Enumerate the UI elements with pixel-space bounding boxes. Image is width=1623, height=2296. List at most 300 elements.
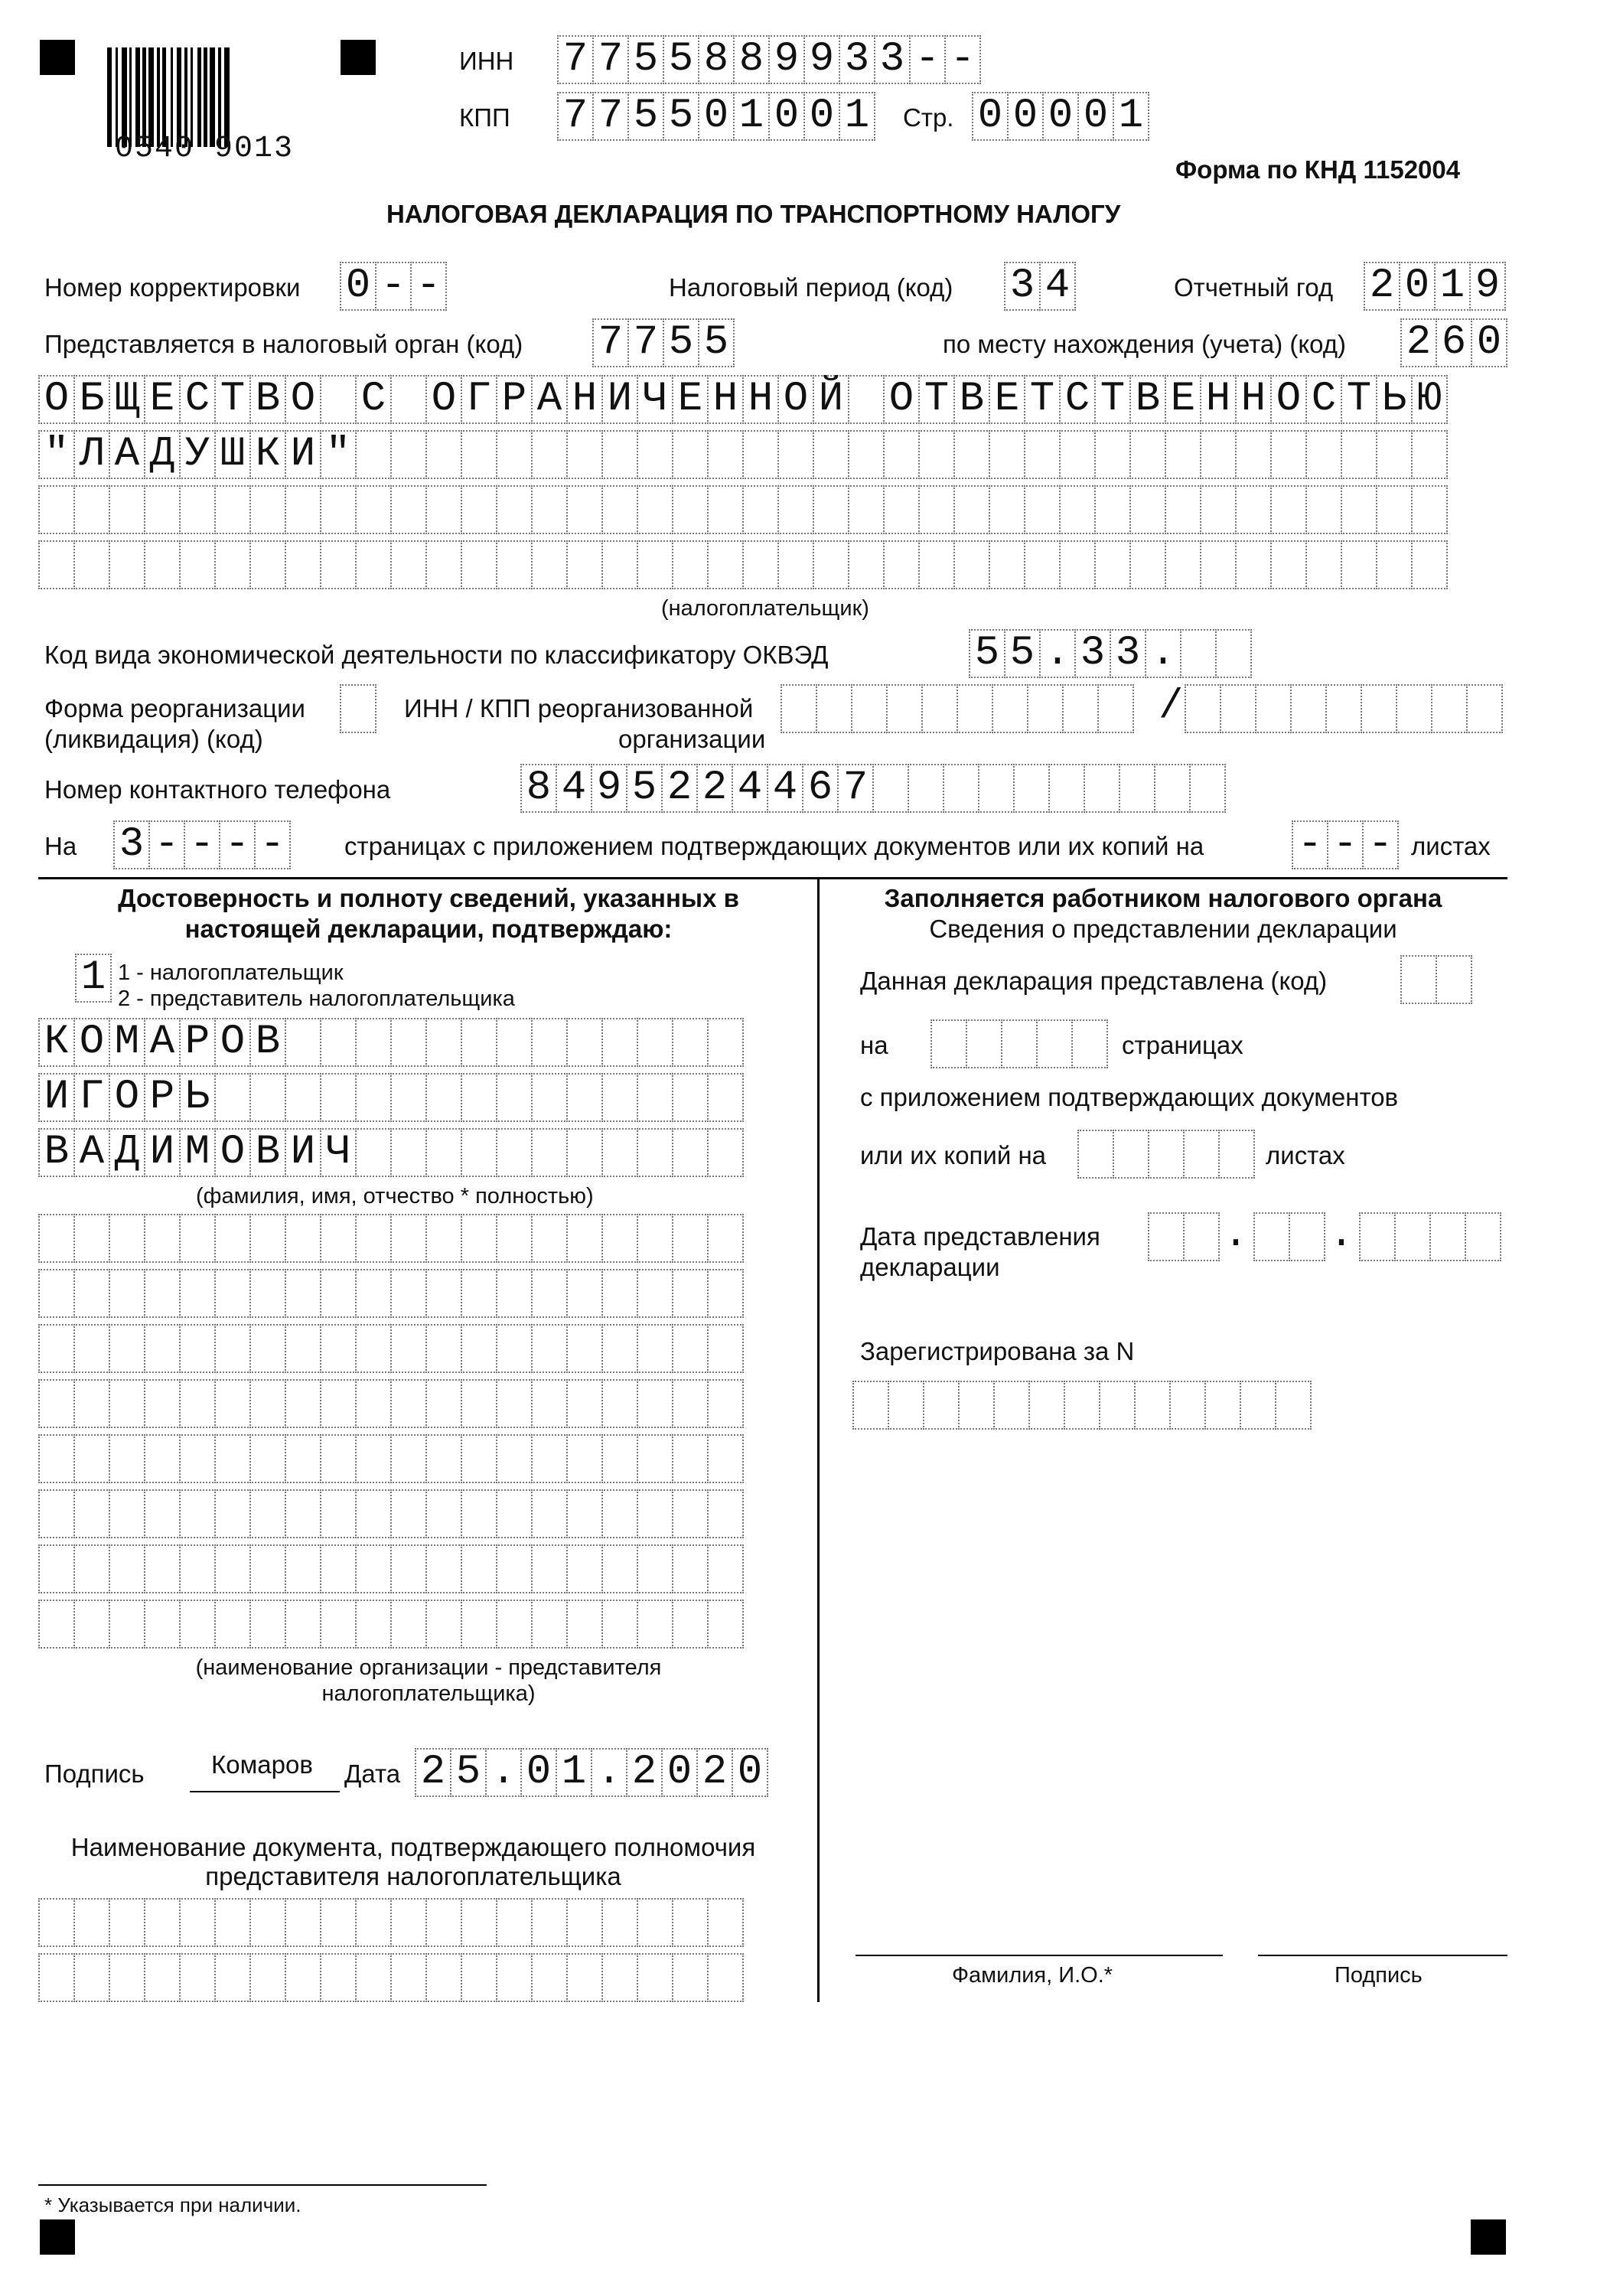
char-cell[interactable] bbox=[461, 1600, 497, 1649]
char-cell[interactable]: И bbox=[285, 430, 321, 479]
char-cell[interactable] bbox=[923, 1381, 960, 1430]
org-name-row-6[interactable] bbox=[38, 1489, 742, 1538]
char-cell[interactable] bbox=[1341, 485, 1377, 534]
char-cell[interactable] bbox=[390, 1073, 427, 1122]
char-cell[interactable] bbox=[958, 1381, 995, 1430]
char-cell[interactable]: - bbox=[1327, 820, 1364, 869]
char-cell[interactable] bbox=[1290, 684, 1327, 733]
char-cell[interactable] bbox=[425, 1434, 462, 1483]
char-cell[interactable]: . bbox=[1145, 629, 1181, 678]
org-name-row-5[interactable] bbox=[38, 1434, 742, 1483]
char-cell[interactable] bbox=[992, 684, 1028, 733]
char-cell[interactable] bbox=[38, 485, 75, 534]
char-cell[interactable] bbox=[1165, 485, 1201, 534]
char-cell[interactable] bbox=[461, 1214, 497, 1263]
char-cell[interactable] bbox=[1134, 1381, 1171, 1430]
char-cell[interactable]: В bbox=[1129, 375, 1166, 424]
char-cell[interactable]: " bbox=[38, 430, 75, 479]
submission-date-cells[interactable]: . . bbox=[1148, 1212, 1500, 1261]
char-cell[interactable] bbox=[214, 1489, 251, 1538]
org-name-row-1[interactable] bbox=[38, 1214, 742, 1263]
char-cell[interactable] bbox=[1077, 1130, 1114, 1179]
char-cell[interactable] bbox=[425, 1544, 462, 1593]
char-cell[interactable] bbox=[355, 1953, 392, 2002]
char-cell[interactable] bbox=[672, 1379, 709, 1428]
char-cell[interactable] bbox=[461, 1953, 497, 2002]
char-cell[interactable] bbox=[496, 1269, 533, 1318]
char-cell[interactable]: В bbox=[953, 375, 990, 424]
char-cell[interactable] bbox=[461, 1898, 497, 1947]
char-cell[interactable]: К bbox=[249, 430, 286, 479]
char-cell[interactable] bbox=[1270, 485, 1307, 534]
char-cell[interactable]: Е bbox=[1165, 375, 1201, 424]
char-cell[interactable] bbox=[390, 1128, 427, 1177]
char-cell[interactable] bbox=[144, 1953, 181, 2002]
char-cell[interactable] bbox=[1376, 540, 1413, 589]
char-cell[interactable] bbox=[1431, 684, 1468, 733]
char-cell[interactable] bbox=[531, 1073, 568, 1122]
char-cell[interactable] bbox=[109, 1324, 145, 1373]
char-cell[interactable] bbox=[1376, 430, 1413, 479]
char-cell[interactable] bbox=[320, 1953, 357, 2002]
char-cell[interactable] bbox=[249, 1489, 286, 1538]
char-cell[interactable] bbox=[566, 1128, 603, 1177]
char-cell[interactable] bbox=[777, 485, 814, 534]
signer-patronymic-row[interactable] bbox=[38, 1128, 742, 1177]
char-cell[interactable]: И bbox=[285, 1128, 321, 1177]
char-cell[interactable]: - bbox=[909, 35, 946, 84]
char-cell[interactable] bbox=[179, 1324, 216, 1373]
char-cell[interactable] bbox=[320, 485, 357, 534]
char-cell[interactable] bbox=[566, 1953, 603, 2002]
char-cell[interactable] bbox=[601, 1600, 638, 1649]
char-cell[interactable] bbox=[601, 485, 638, 534]
char-cell[interactable] bbox=[601, 1128, 638, 1177]
org-name-row-2[interactable] bbox=[38, 1269, 742, 1318]
char-cell[interactable]: У bbox=[179, 430, 216, 479]
char-cell[interactable] bbox=[1305, 430, 1342, 479]
char-cell[interactable] bbox=[1325, 684, 1362, 733]
char-cell[interactable]: 6 bbox=[802, 764, 839, 813]
char-cell[interactable] bbox=[355, 1379, 392, 1428]
char-cell[interactable] bbox=[566, 1214, 603, 1263]
char-cell[interactable] bbox=[249, 1544, 286, 1593]
char-cell[interactable] bbox=[953, 430, 990, 479]
char-cell[interactable] bbox=[144, 1489, 181, 1538]
char-cell[interactable] bbox=[179, 485, 216, 534]
char-cell[interactable] bbox=[777, 430, 814, 479]
char-cell[interactable] bbox=[285, 1324, 321, 1373]
char-cell[interactable] bbox=[872, 764, 909, 813]
correction-cells[interactable] bbox=[340, 262, 445, 311]
char-cell[interactable] bbox=[73, 540, 110, 589]
char-cell[interactable] bbox=[637, 1898, 673, 1947]
char-cell[interactable] bbox=[320, 1269, 357, 1318]
char-cell[interactable] bbox=[637, 1379, 673, 1428]
char-cell[interactable] bbox=[1305, 540, 1342, 589]
char-cell[interactable]: 9 bbox=[803, 35, 840, 84]
char-cell[interactable] bbox=[930, 1019, 967, 1068]
char-cell[interactable] bbox=[320, 1018, 357, 1067]
char-cell[interactable]: 7 bbox=[592, 318, 629, 367]
char-cell[interactable]: 2 bbox=[661, 764, 698, 813]
char-cell[interactable] bbox=[918, 485, 955, 534]
char-cell[interactable]: 0 bbox=[1399, 262, 1436, 311]
char-cell[interactable]: 0 bbox=[661, 1748, 698, 1797]
char-cell[interactable]: Г bbox=[73, 1073, 110, 1122]
char-cell[interactable] bbox=[886, 684, 923, 733]
char-cell[interactable] bbox=[425, 1018, 462, 1067]
char-cell[interactable] bbox=[1094, 540, 1131, 589]
location-cells[interactable] bbox=[1400, 318, 1506, 367]
char-cell[interactable]: 0 bbox=[732, 1748, 768, 1797]
char-cell[interactable] bbox=[1180, 629, 1217, 678]
char-cell[interactable] bbox=[531, 1544, 568, 1593]
char-cell[interactable]: 9 bbox=[591, 764, 627, 813]
char-cell[interactable] bbox=[637, 1269, 673, 1318]
char-cell[interactable] bbox=[637, 1018, 673, 1067]
char-cell[interactable] bbox=[109, 1489, 145, 1538]
char-cell[interactable] bbox=[566, 1379, 603, 1428]
char-cell[interactable] bbox=[1113, 1130, 1149, 1179]
char-cell[interactable] bbox=[320, 1434, 357, 1483]
char-cell[interactable] bbox=[496, 1018, 533, 1067]
sign-date-cells[interactable] bbox=[415, 1748, 767, 1797]
char-cell[interactable] bbox=[777, 540, 814, 589]
char-cell[interactable]: К bbox=[38, 1018, 75, 1067]
char-cell[interactable]: 5 bbox=[969, 629, 1005, 678]
year-cells[interactable] bbox=[1364, 262, 1504, 311]
char-cell[interactable] bbox=[285, 1600, 321, 1649]
char-cell[interactable]: В bbox=[249, 1128, 286, 1177]
char-cell[interactable] bbox=[1218, 1130, 1255, 1179]
char-cell[interactable] bbox=[73, 1324, 110, 1373]
char-cell[interactable] bbox=[144, 1269, 181, 1318]
char-cell[interactable]: - bbox=[1292, 820, 1328, 869]
char-cell[interactable]: 1 bbox=[839, 92, 875, 141]
char-cell[interactable] bbox=[461, 1073, 497, 1122]
char-cell[interactable] bbox=[566, 1073, 603, 1122]
char-cell[interactable] bbox=[707, 1128, 744, 1177]
page-number-cells[interactable] bbox=[972, 92, 1148, 141]
char-cell[interactable] bbox=[73, 485, 110, 534]
char-cell[interactable]: В bbox=[38, 1128, 75, 1177]
char-cell[interactable] bbox=[38, 1379, 75, 1428]
char-cell[interactable]: Н bbox=[707, 375, 744, 424]
char-cell[interactable]: 1 bbox=[733, 92, 770, 141]
char-cell[interactable] bbox=[496, 1953, 533, 2002]
char-cell[interactable] bbox=[390, 430, 427, 479]
char-cell[interactable] bbox=[816, 684, 852, 733]
char-cell[interactable] bbox=[781, 684, 817, 733]
char-cell[interactable]: 0 bbox=[1077, 92, 1114, 141]
char-cell[interactable]: 0 bbox=[520, 1748, 557, 1797]
char-cell[interactable] bbox=[1036, 1019, 1073, 1068]
char-cell[interactable] bbox=[531, 540, 568, 589]
char-cell[interactable] bbox=[496, 1379, 533, 1428]
char-cell[interactable] bbox=[637, 430, 673, 479]
char-cell[interactable] bbox=[73, 1600, 110, 1649]
char-cell[interactable] bbox=[1099, 1381, 1136, 1430]
char-cell[interactable]: Т bbox=[1094, 375, 1131, 424]
char-cell[interactable] bbox=[461, 1128, 497, 1177]
char-cell[interactable] bbox=[672, 1269, 709, 1318]
authority-doc-row-2[interactable] bbox=[38, 1953, 742, 2002]
char-cell[interactable] bbox=[496, 430, 533, 479]
char-cell[interactable]: М bbox=[109, 1018, 145, 1067]
char-cell[interactable]: Н bbox=[1200, 375, 1237, 424]
char-cell[interactable] bbox=[601, 1489, 638, 1538]
registered-number-cells[interactable] bbox=[852, 1381, 1310, 1430]
char-cell[interactable]: 9 bbox=[1469, 262, 1506, 311]
char-cell[interactable] bbox=[249, 1600, 286, 1649]
char-cell[interactable] bbox=[888, 1381, 924, 1430]
char-cell[interactable]: О bbox=[777, 375, 814, 424]
reorg-kpp-cells[interactable] bbox=[1185, 684, 1501, 733]
char-cell[interactable] bbox=[531, 1434, 568, 1483]
char-cell[interactable]: Щ bbox=[109, 375, 145, 424]
char-cell[interactable] bbox=[637, 1953, 673, 2002]
char-cell[interactable] bbox=[1235, 430, 1272, 479]
char-cell[interactable] bbox=[38, 540, 75, 589]
char-cell[interactable] bbox=[496, 1489, 533, 1538]
char-cell[interactable] bbox=[249, 1898, 286, 1947]
char-cell[interactable] bbox=[425, 1953, 462, 2002]
char-cell[interactable] bbox=[73, 1269, 110, 1318]
char-cell[interactable] bbox=[1204, 1381, 1241, 1430]
taxpayer-row-3[interactable] bbox=[38, 485, 1446, 534]
char-cell[interactable]: 0 bbox=[1007, 92, 1044, 141]
char-cell[interactable] bbox=[73, 1379, 110, 1428]
char-cell[interactable] bbox=[672, 1489, 709, 1538]
char-cell[interactable] bbox=[73, 1953, 110, 2002]
char-cell[interactable] bbox=[496, 1128, 533, 1177]
char-cell[interactable]: Е bbox=[144, 375, 181, 424]
char-cell[interactable] bbox=[531, 1018, 568, 1067]
char-cell[interactable]: - bbox=[184, 820, 220, 869]
char-cell[interactable] bbox=[742, 485, 779, 534]
char-cell[interactable] bbox=[320, 1379, 357, 1428]
char-cell[interactable]: 8 bbox=[698, 35, 735, 84]
char-cell[interactable] bbox=[601, 1214, 638, 1263]
char-cell[interactable] bbox=[848, 540, 885, 589]
char-cell[interactable] bbox=[320, 1544, 357, 1593]
char-cell[interactable]: 7 bbox=[592, 92, 629, 141]
char-cell[interactable]: И bbox=[144, 1128, 181, 1177]
char-cell[interactable]: О bbox=[38, 375, 75, 424]
char-cell[interactable]: 7 bbox=[592, 35, 629, 84]
char-cell[interactable] bbox=[38, 1269, 75, 1318]
char-cell[interactable]: Ш bbox=[214, 430, 251, 479]
char-cell[interactable] bbox=[73, 1214, 110, 1263]
char-cell[interactable] bbox=[179, 1544, 216, 1593]
char-cell[interactable] bbox=[566, 1489, 603, 1538]
submitted-sheets-cells[interactable] bbox=[1077, 1130, 1253, 1179]
char-cell[interactable] bbox=[179, 1379, 216, 1428]
char-cell[interactable] bbox=[531, 1898, 568, 1947]
char-cell[interactable] bbox=[1305, 485, 1342, 534]
char-cell[interactable]: Н bbox=[566, 375, 603, 424]
char-cell[interactable]: 5 bbox=[1004, 629, 1041, 678]
char-cell[interactable]: 7 bbox=[557, 35, 594, 84]
char-cell[interactable]: 3 bbox=[874, 35, 911, 84]
char-cell[interactable]: Р bbox=[144, 1073, 181, 1122]
char-cell[interactable] bbox=[285, 485, 321, 534]
char-cell[interactable] bbox=[355, 430, 392, 479]
char-cell[interactable] bbox=[355, 1898, 392, 1947]
char-cell[interactable] bbox=[989, 485, 1025, 534]
char-cell[interactable]: 5 bbox=[627, 92, 664, 141]
char-cell[interactable] bbox=[285, 1269, 321, 1318]
org-name-row-8[interactable] bbox=[38, 1600, 742, 1649]
char-cell[interactable] bbox=[214, 485, 251, 534]
char-cell[interactable] bbox=[1013, 764, 1050, 813]
char-cell[interactable]: 4 bbox=[767, 764, 803, 813]
char-cell[interactable] bbox=[1189, 764, 1226, 813]
char-cell[interactable] bbox=[73, 1434, 110, 1483]
char-cell[interactable]: Р bbox=[179, 1018, 216, 1067]
char-cell[interactable] bbox=[320, 1324, 357, 1373]
char-cell[interactable] bbox=[601, 1324, 638, 1373]
char-cell[interactable] bbox=[496, 1073, 533, 1122]
char-cell[interactable] bbox=[425, 1489, 462, 1538]
char-cell[interactable] bbox=[1183, 1130, 1220, 1179]
char-cell[interactable] bbox=[285, 1489, 321, 1538]
char-cell[interactable] bbox=[355, 1544, 392, 1593]
char-cell[interactable] bbox=[1059, 485, 1096, 534]
char-cell[interactable] bbox=[109, 1379, 145, 1428]
char-cell[interactable] bbox=[285, 540, 321, 589]
char-cell[interactable] bbox=[355, 1269, 392, 1318]
char-cell[interactable] bbox=[953, 485, 990, 534]
char-cell[interactable] bbox=[144, 1214, 181, 1263]
char-cell[interactable] bbox=[214, 1544, 251, 1593]
char-cell[interactable]: 1 bbox=[1113, 92, 1149, 141]
char-cell[interactable] bbox=[144, 1600, 181, 1649]
char-cell[interactable] bbox=[1270, 430, 1307, 479]
char-cell[interactable] bbox=[179, 1434, 216, 1483]
char-cell[interactable]: 5 bbox=[698, 318, 735, 367]
char-cell[interactable]: Н bbox=[742, 375, 779, 424]
reorg-code-cell[interactable] bbox=[340, 684, 375, 733]
char-cell[interactable] bbox=[531, 1489, 568, 1538]
char-cell[interactable] bbox=[496, 485, 533, 534]
char-cell[interactable] bbox=[109, 1898, 145, 1947]
char-cell[interactable] bbox=[601, 430, 638, 479]
char-cell[interactable] bbox=[566, 485, 603, 534]
char-cell[interactable] bbox=[707, 1953, 744, 2002]
signer-surname-row[interactable] bbox=[38, 1018, 742, 1067]
char-cell[interactable] bbox=[1255, 684, 1292, 733]
char-cell[interactable] bbox=[496, 1434, 533, 1483]
char-cell[interactable] bbox=[461, 1324, 497, 1373]
char-cell[interactable] bbox=[1059, 540, 1096, 589]
char-cell[interactable] bbox=[1084, 764, 1120, 813]
char-cell[interactable] bbox=[989, 430, 1025, 479]
char-cell[interactable] bbox=[285, 1434, 321, 1483]
char-cell[interactable]: . bbox=[1039, 629, 1076, 678]
inn-cells[interactable] bbox=[557, 35, 979, 84]
char-cell[interactable] bbox=[531, 1953, 568, 2002]
char-cell[interactable]: 2 bbox=[415, 1748, 451, 1797]
char-cell[interactable] bbox=[461, 1544, 497, 1593]
char-cell[interactable] bbox=[496, 1214, 533, 1263]
char-cell[interactable] bbox=[390, 375, 427, 424]
char-cell[interactable] bbox=[38, 1434, 75, 1483]
char-cell[interactable] bbox=[320, 1489, 357, 1538]
char-cell[interactable] bbox=[851, 684, 888, 733]
char-cell[interactable] bbox=[320, 1898, 357, 1947]
char-cell[interactable] bbox=[1129, 540, 1166, 589]
char-cell[interactable]: 5 bbox=[626, 764, 663, 813]
char-cell[interactable]: " bbox=[320, 430, 357, 479]
char-cell[interactable] bbox=[1059, 430, 1096, 479]
char-cell[interactable] bbox=[496, 1324, 533, 1373]
char-cell[interactable] bbox=[285, 1214, 321, 1263]
char-cell[interactable] bbox=[390, 1269, 427, 1318]
char-cell[interactable] bbox=[1215, 629, 1252, 678]
char-cell[interactable] bbox=[707, 1544, 744, 1593]
char-cell[interactable] bbox=[38, 1898, 75, 1947]
taxpayer-row-1[interactable] bbox=[38, 375, 1446, 424]
char-cell[interactable] bbox=[883, 485, 920, 534]
char-cell[interactable] bbox=[425, 1073, 462, 1122]
char-cell[interactable] bbox=[531, 1600, 568, 1649]
char-cell[interactable] bbox=[637, 1324, 673, 1373]
char-cell[interactable]: О bbox=[883, 375, 920, 424]
char-cell[interactable] bbox=[1169, 1381, 1206, 1430]
char-cell[interactable] bbox=[1185, 684, 1221, 733]
char-cell[interactable] bbox=[109, 1544, 145, 1593]
char-cell[interactable] bbox=[390, 1018, 427, 1067]
char-cell[interactable] bbox=[320, 375, 357, 424]
char-cell[interactable] bbox=[144, 485, 181, 534]
char-cell[interactable]: О bbox=[214, 1018, 251, 1067]
char-cell[interactable] bbox=[966, 1019, 1002, 1068]
taxpayer-row-4[interactable] bbox=[38, 540, 1446, 589]
char-cell[interactable] bbox=[320, 1600, 357, 1649]
char-cell[interactable]: О bbox=[1270, 375, 1307, 424]
pages-cells[interactable] bbox=[113, 820, 289, 869]
char-cell[interactable]: Н bbox=[1235, 375, 1272, 424]
authority-doc-row-1[interactable] bbox=[38, 1898, 742, 1947]
char-cell[interactable] bbox=[921, 684, 958, 733]
char-cell[interactable] bbox=[425, 1379, 462, 1428]
char-cell[interactable] bbox=[285, 1544, 321, 1593]
char-cell[interactable] bbox=[883, 540, 920, 589]
char-cell[interactable] bbox=[425, 540, 462, 589]
char-cell[interactable]: Р bbox=[496, 375, 533, 424]
char-cell[interactable]: Т bbox=[918, 375, 955, 424]
char-cell[interactable]: 5 bbox=[663, 35, 699, 84]
char-cell[interactable] bbox=[73, 1544, 110, 1593]
char-cell[interactable] bbox=[1270, 540, 1307, 589]
char-cell[interactable] bbox=[285, 1953, 321, 2002]
char-cell[interactable] bbox=[461, 430, 497, 479]
char-cell[interactable]: 1 bbox=[556, 1748, 592, 1797]
char-cell[interactable] bbox=[1071, 1019, 1108, 1068]
char-cell[interactable] bbox=[566, 540, 603, 589]
char-cell[interactable] bbox=[355, 1128, 392, 1177]
taxpayer-row-2[interactable] bbox=[38, 430, 1446, 479]
char-cell[interactable] bbox=[1466, 684, 1503, 733]
char-cell[interactable] bbox=[425, 430, 462, 479]
char-cell[interactable] bbox=[249, 540, 286, 589]
char-cell[interactable]: 0 bbox=[768, 92, 805, 141]
organ-cells[interactable] bbox=[592, 318, 733, 367]
char-cell[interactable] bbox=[1094, 430, 1131, 479]
char-cell[interactable] bbox=[637, 1544, 673, 1593]
